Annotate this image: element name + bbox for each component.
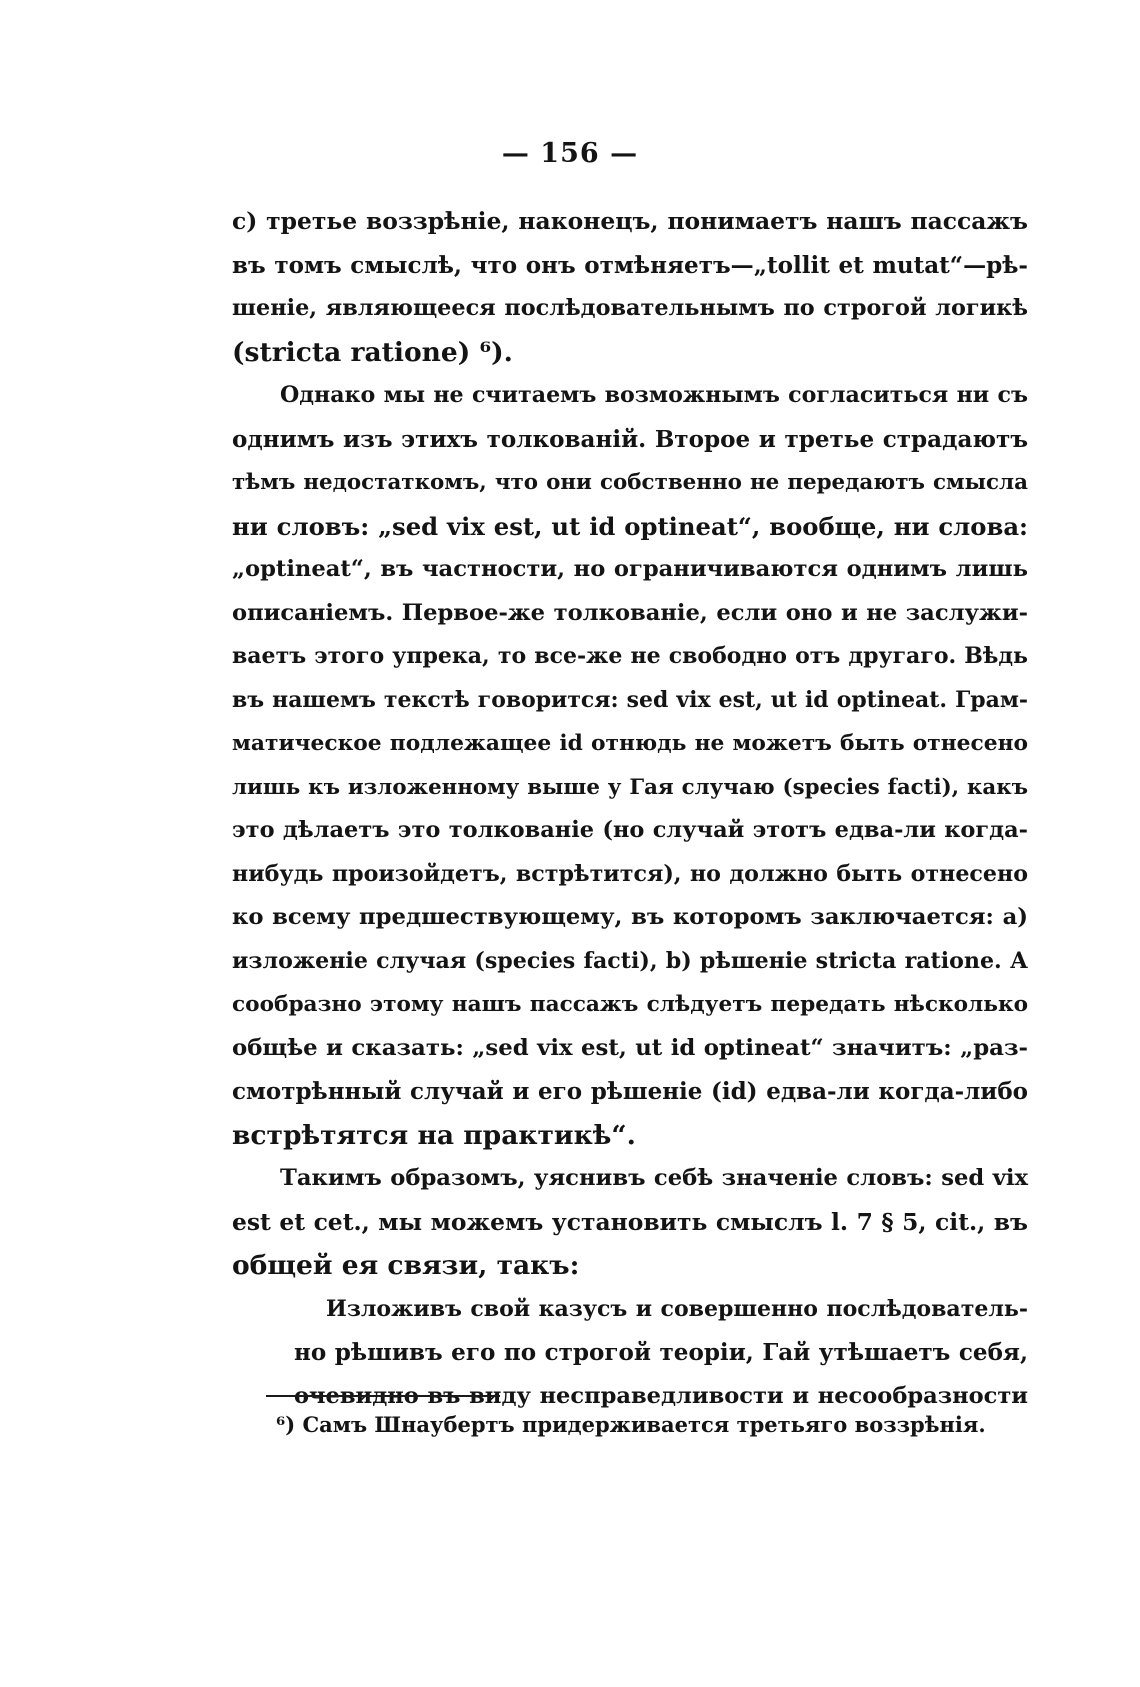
text-line: сообразно этому нашъ пассажъ слѣдуетъ передать нѣсколько <box>232 992 1028 1017</box>
footnote: ⁶) Самъ Шнаубертъ придерживается третьяго воззрѣнія. <box>276 1412 986 1437</box>
text-line: лишь къ изложенному выше у Гая случаю (species facti), какъ <box>232 774 1028 800</box>
text-line: Такимъ образомъ, уяснивъ себѣ значеніе словъ: sed vix <box>280 1165 1028 1191</box>
text-line: матическое подлежащее id отнюдь не можетъ быть отнесено <box>232 731 1028 756</box>
body-text <box>232 200 1028 1418</box>
text-line: est et cet., мы можемъ установить смыслъ l. 7 § 5, cit., въ <box>232 1207 1028 1236</box>
text-line: „optineat“, въ частности, но ограничиваются однимъ лишь <box>232 556 1028 582</box>
text-line: въ томъ смыслѣ, что онъ отмѣняетъ—„tollit et mutat“—рѣ- <box>232 251 1028 279</box>
text-line: встрѣтятся на практикѣ“. <box>232 1119 636 1151</box>
text-line: очевидно въ виду несправедливости и несообразности <box>294 1382 1028 1409</box>
text-line: смотрѣнный случай и его рѣшеніе (id) едва-ли когда-либо <box>232 1078 1028 1105</box>
text-line: шеніе, являющееся послѣдовательнымъ по строгой логикѣ <box>232 295 1028 321</box>
text-line: (stricta ratione) ⁶). <box>232 336 513 368</box>
page-number: — 156 — <box>501 138 639 169</box>
text-line: ко всему предшествующему, въ которомъ заключается: a) <box>232 904 1028 930</box>
paragraph-c <box>232 200 1028 374</box>
text-line: ни словъ: „sed vix est, ut id optineat“, вообще, ни слова: <box>232 511 1028 541</box>
text-line: однимъ изъ этихъ толкованій. Второе и третье страдаютъ <box>232 425 1028 453</box>
text-line: но рѣшивъ его по строгой теоріи, Гай утѣшаетъ себя, <box>294 1339 1028 1366</box>
text-line: общей ея связи, такъ: <box>232 1250 580 1281</box>
paragraph-critique <box>232 374 1028 1157</box>
paragraph-block-quote <box>294 1288 1028 1419</box>
text-line: общѣе и сказать: „sed vix est, ut id optineat“ значитъ: „раз- <box>232 1034 1028 1061</box>
text-line: Изложивъ свой казусъ и совершенно послѣдователь- <box>326 1295 1028 1322</box>
paragraph-conclusion <box>232 1157 1028 1288</box>
text-line: Однако мы не считаемъ возможнымъ согласиться ни съ <box>280 382 1028 408</box>
text-line: нибудь произойдетъ, встрѣтится), но должно быть отнесено <box>232 860 1028 887</box>
text-line: c) третье воззрѣніе, наконецъ, понимаетъ нашъ пассажъ <box>232 207 1028 235</box>
text-line: тѣмъ недостаткомъ, что они собственно не передаютъ смысла <box>232 470 1028 495</box>
text-line: это дѣлаетъ это толкованіе (но случай этотъ едва-ли когда- <box>232 817 1028 843</box>
text-line: въ нашемъ текстѣ говорится: sed vix est, ut id optineat. Грам- <box>232 686 1028 713</box>
text-line: описаніемъ. Первое-же толкованіе, если оно и не заслужи- <box>232 599 1028 626</box>
text-line: изложеніе случая (species facti), b) рѣшеніе stricta ratione. А <box>232 947 1028 974</box>
text-line: ваетъ этого упрека, то все-же не свободно отъ другаго. Вѣдь <box>232 643 1028 669</box>
footnote-divider <box>266 1395 500 1397</box>
